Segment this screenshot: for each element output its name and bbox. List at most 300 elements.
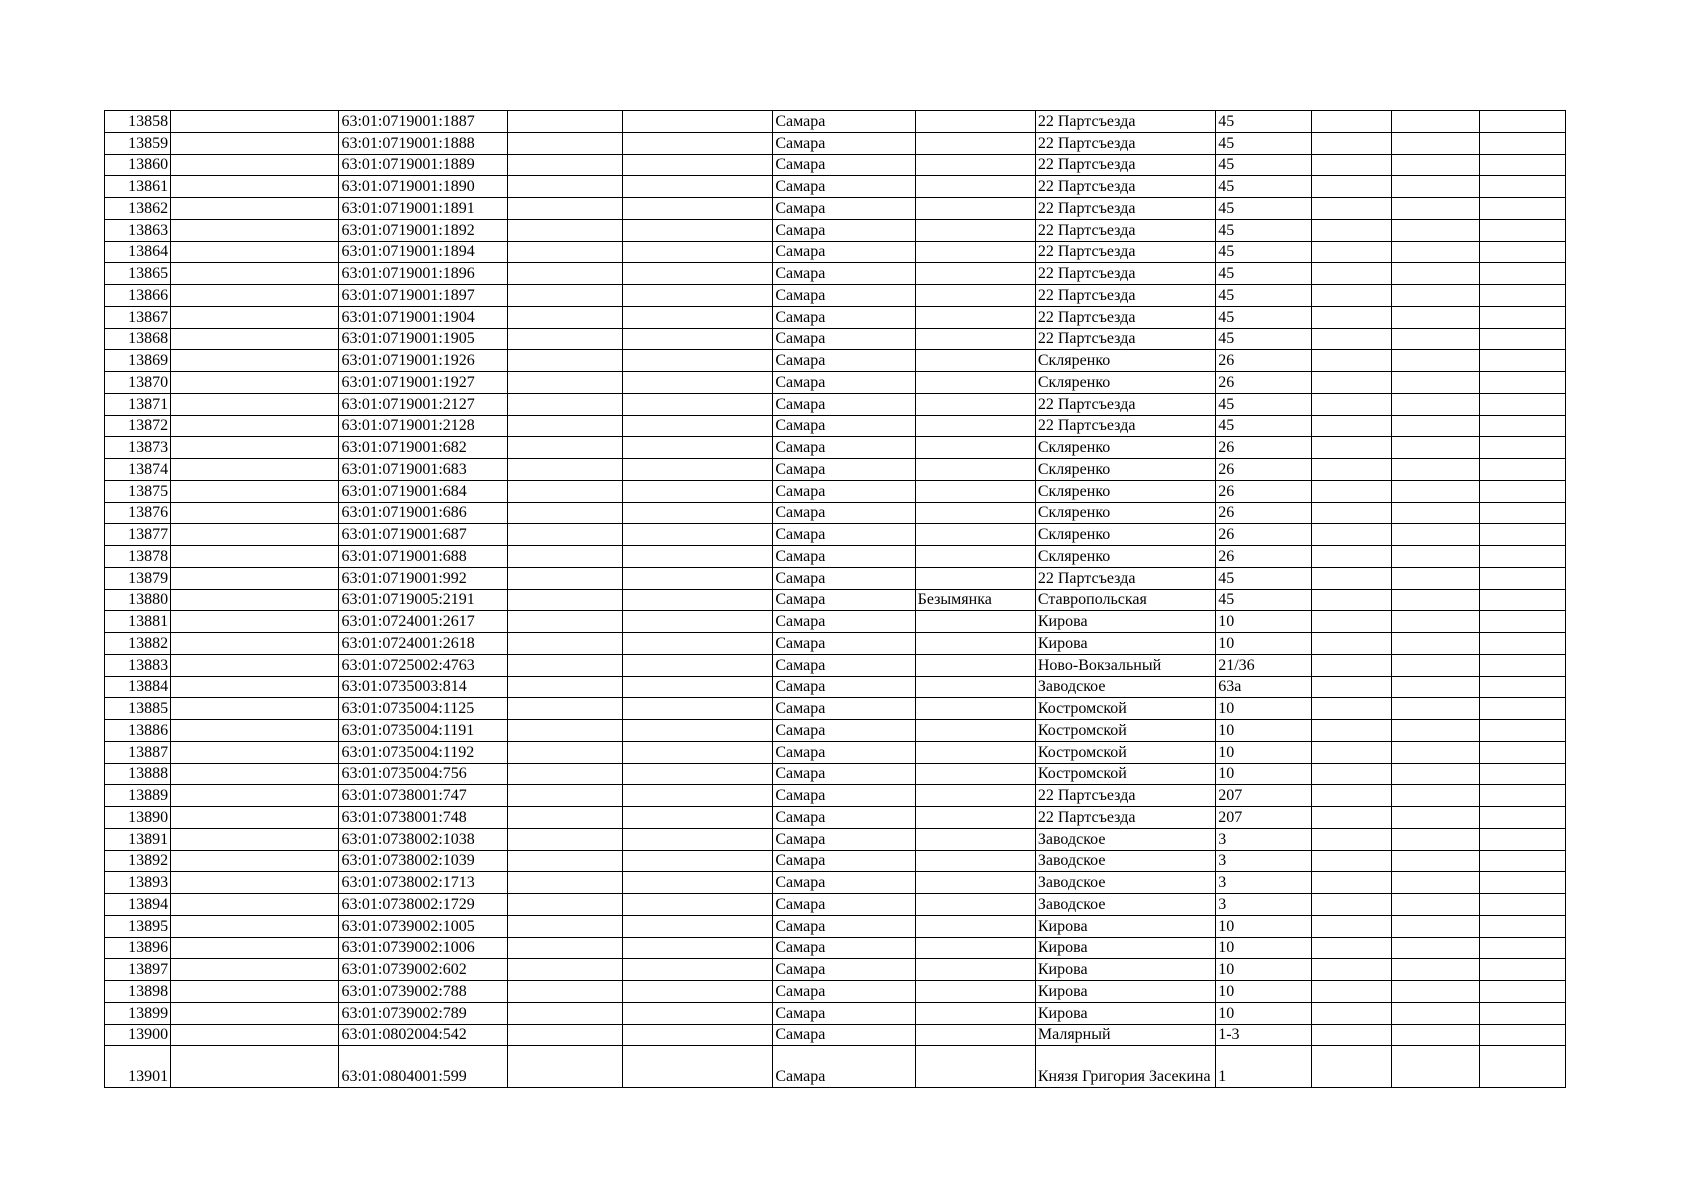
empty-cell [623, 372, 773, 394]
empty-cell [1312, 567, 1391, 589]
register-table [104, 110, 1566, 1088]
house-cell: 10 [1216, 915, 1312, 937]
empty-cell [171, 567, 339, 589]
empty-cell [623, 698, 773, 720]
empty-cell [1479, 741, 1565, 763]
empty-cell [171, 589, 339, 611]
empty-cell [623, 285, 773, 307]
empty-cell [507, 698, 622, 720]
empty-cell [623, 111, 773, 133]
city-cell: Самара [773, 567, 915, 589]
city-cell: Самара [773, 415, 915, 437]
empty-cell [1312, 894, 1391, 916]
empty-cell [1391, 328, 1479, 350]
cadastral-number-cell: 63:01:0724001:2617 [339, 611, 507, 633]
city-cell: Самара [773, 1024, 915, 1046]
empty-cell [1312, 828, 1391, 850]
row-number-cell: 13885 [105, 698, 171, 720]
table-row [105, 937, 1566, 959]
cadastral-number-cell: 63:01:0739002:602 [339, 959, 507, 981]
street-cell: Заводское [1035, 872, 1215, 894]
empty-cell [1479, 285, 1565, 307]
cadastral-number-cell: 63:01:0719001:1889 [339, 154, 507, 176]
empty-cell [1479, 306, 1565, 328]
row-number-cell: 13868 [105, 328, 171, 350]
empty-cell [171, 698, 339, 720]
house-cell: 26 [1216, 480, 1312, 502]
house-cell: 26 [1216, 546, 1312, 568]
street-cell: Скляренко [1035, 524, 1215, 546]
empty-cell [1479, 589, 1565, 611]
house-cell: 45 [1216, 111, 1312, 133]
house-cell: 45 [1216, 306, 1312, 328]
table-body [105, 111, 1566, 1088]
empty-cell [1391, 828, 1479, 850]
street-cell: 22 Партсъезда [1035, 219, 1215, 241]
empty-cell [1312, 763, 1391, 785]
house-cell: 26 [1216, 524, 1312, 546]
empty-cell [1312, 524, 1391, 546]
table-row [105, 894, 1566, 916]
table-row [105, 502, 1566, 524]
empty-cell [623, 850, 773, 872]
district-cell [915, 872, 1035, 894]
empty-cell [623, 176, 773, 198]
row-number-cell: 13881 [105, 611, 171, 633]
empty-cell [1391, 850, 1479, 872]
city-cell: Самара [773, 720, 915, 742]
street-cell: Ставропольская [1035, 589, 1215, 611]
empty-cell [623, 524, 773, 546]
street-cell: 22 Партсъезда [1035, 785, 1215, 807]
empty-cell [1312, 372, 1391, 394]
row-number-cell: 13867 [105, 306, 171, 328]
street-cell: Скляренко [1035, 372, 1215, 394]
empty-cell [1391, 111, 1479, 133]
empty-cell [1391, 502, 1479, 524]
city-cell: Самара [773, 372, 915, 394]
district-cell [915, 698, 1035, 720]
empty-cell [1312, 132, 1391, 154]
table-row [105, 546, 1566, 568]
empty-cell [171, 654, 339, 676]
district-cell [915, 741, 1035, 763]
table-row [105, 198, 1566, 220]
district-cell [915, 828, 1035, 850]
street-cell: Князя Григория Засекина [1035, 1046, 1215, 1088]
city-cell: Самара [773, 393, 915, 415]
row-number-cell: 13865 [105, 263, 171, 285]
empty-cell [623, 328, 773, 350]
row-number-cell: 13882 [105, 633, 171, 655]
empty-cell [1391, 524, 1479, 546]
empty-cell [507, 306, 622, 328]
empty-cell [507, 241, 622, 263]
table-row [105, 328, 1566, 350]
cadastral-number-cell: 63:01:0719001:682 [339, 437, 507, 459]
street-cell: Скляренко [1035, 459, 1215, 481]
empty-cell [623, 611, 773, 633]
city-cell: Самара [773, 198, 915, 220]
empty-cell [1312, 546, 1391, 568]
cadastral-number-cell: 63:01:0739002:788 [339, 981, 507, 1003]
street-cell: Скляренко [1035, 546, 1215, 568]
row-number-cell: 13890 [105, 807, 171, 829]
empty-cell [1479, 567, 1565, 589]
cadastral-number-cell: 63:01:0719001:1892 [339, 219, 507, 241]
empty-cell [1391, 263, 1479, 285]
row-number-cell: 13862 [105, 198, 171, 220]
street-cell: 22 Партсъезда [1035, 415, 1215, 437]
cadastral-number-cell: 63:01:0719001:1887 [339, 111, 507, 133]
table-row [105, 720, 1566, 742]
cadastral-number-cell: 63:01:0725002:4763 [339, 654, 507, 676]
empty-cell [1391, 567, 1479, 589]
street-cell: Кирова [1035, 981, 1215, 1003]
empty-cell [1312, 306, 1391, 328]
empty-cell [1479, 502, 1565, 524]
street-cell: Костромской [1035, 698, 1215, 720]
empty-cell [1391, 654, 1479, 676]
cadastral-number-cell: 63:01:0719005:2191 [339, 589, 507, 611]
empty-cell [1479, 959, 1565, 981]
cadastral-number-cell: 63:01:0719001:687 [339, 524, 507, 546]
empty-cell [623, 437, 773, 459]
cadastral-number-cell: 63:01:0719001:1890 [339, 176, 507, 198]
empty-cell [1391, 459, 1479, 481]
empty-cell [171, 263, 339, 285]
empty-cell [1479, 198, 1565, 220]
cadastral-number-cell: 63:01:0719001:1904 [339, 306, 507, 328]
city-cell: Самара [773, 328, 915, 350]
empty-cell [1479, 263, 1565, 285]
empty-cell [507, 981, 622, 1003]
house-cell: 10 [1216, 741, 1312, 763]
cadastral-number-cell: 63:01:0719001:1888 [339, 132, 507, 154]
empty-cell [1312, 219, 1391, 241]
empty-cell [623, 676, 773, 698]
empty-cell [507, 1046, 622, 1088]
empty-cell [171, 459, 339, 481]
empty-cell [507, 111, 622, 133]
empty-cell [507, 459, 622, 481]
empty-cell [171, 546, 339, 568]
table-row [105, 350, 1566, 372]
empty-cell [507, 633, 622, 655]
row-number-cell: 13869 [105, 350, 171, 372]
city-cell: Самара [773, 154, 915, 176]
empty-cell [171, 828, 339, 850]
empty-cell [507, 937, 622, 959]
row-number-cell: 13859 [105, 132, 171, 154]
street-cell: Ново-Вокзальный [1035, 654, 1215, 676]
empty-cell [623, 154, 773, 176]
district-cell [915, 981, 1035, 1003]
street-cell: 22 Партсъезда [1035, 176, 1215, 198]
district-cell [915, 763, 1035, 785]
empty-cell [171, 502, 339, 524]
empty-cell [171, 850, 339, 872]
empty-cell [623, 633, 773, 655]
empty-cell [1391, 219, 1479, 241]
empty-cell [507, 741, 622, 763]
table-row [105, 480, 1566, 502]
street-cell: 22 Партсъезда [1035, 328, 1215, 350]
street-cell: Заводское [1035, 828, 1215, 850]
cadastral-number-cell: 63:01:0739002:789 [339, 1002, 507, 1024]
city-cell: Самара [773, 654, 915, 676]
house-cell: 10 [1216, 937, 1312, 959]
row-number-cell: 13872 [105, 415, 171, 437]
empty-cell [171, 415, 339, 437]
empty-cell [623, 480, 773, 502]
street-cell: Скляренко [1035, 480, 1215, 502]
empty-cell [507, 393, 622, 415]
empty-cell [171, 219, 339, 241]
empty-cell [1479, 524, 1565, 546]
house-cell: 10 [1216, 959, 1312, 981]
district-cell [915, 372, 1035, 394]
street-cell: Костромской [1035, 741, 1215, 763]
cadastral-number-cell: 63:01:0804001:599 [339, 1046, 507, 1088]
district-cell [915, 850, 1035, 872]
street-cell: 22 Партсъезда [1035, 132, 1215, 154]
empty-cell [1312, 111, 1391, 133]
empty-cell [171, 959, 339, 981]
table-row [105, 132, 1566, 154]
house-cell: 10 [1216, 698, 1312, 720]
table-row [105, 111, 1566, 133]
empty-cell [1391, 132, 1479, 154]
cadastral-number-cell: 63:01:0719001:1894 [339, 241, 507, 263]
empty-cell [507, 154, 622, 176]
cadastral-number-cell: 63:01:0719001:992 [339, 567, 507, 589]
empty-cell [623, 1002, 773, 1024]
house-cell: 45 [1216, 393, 1312, 415]
empty-cell [507, 176, 622, 198]
city-cell: Самара [773, 807, 915, 829]
district-cell [915, 285, 1035, 307]
house-cell: 45 [1216, 154, 1312, 176]
district-cell [915, 676, 1035, 698]
house-cell: 45 [1216, 219, 1312, 241]
empty-cell [623, 872, 773, 894]
city-cell: Самара [773, 176, 915, 198]
table-row [105, 589, 1566, 611]
row-number-cell: 13889 [105, 785, 171, 807]
empty-cell [1479, 763, 1565, 785]
house-cell: 207 [1216, 785, 1312, 807]
table-row [105, 1024, 1566, 1046]
empty-cell [623, 263, 773, 285]
street-cell: Костромской [1035, 720, 1215, 742]
row-number-cell: 13876 [105, 502, 171, 524]
empty-cell [1312, 176, 1391, 198]
empty-cell [623, 915, 773, 937]
house-cell: 45 [1216, 567, 1312, 589]
empty-cell [507, 219, 622, 241]
empty-cell [1312, 676, 1391, 698]
district-cell [915, 350, 1035, 372]
district-cell [915, 502, 1035, 524]
empty-cell [1479, 132, 1565, 154]
row-number-cell: 13887 [105, 741, 171, 763]
row-number-cell: 13888 [105, 763, 171, 785]
district-cell [915, 611, 1035, 633]
house-cell: 207 [1216, 807, 1312, 829]
cadastral-number-cell: 63:01:0802004:542 [339, 1024, 507, 1046]
house-cell: 45 [1216, 589, 1312, 611]
empty-cell [171, 306, 339, 328]
empty-cell [623, 959, 773, 981]
row-number-cell: 13897 [105, 959, 171, 981]
empty-cell [1312, 654, 1391, 676]
cadastral-number-cell: 63:01:0719001:683 [339, 459, 507, 481]
city-cell: Самара [773, 915, 915, 937]
street-cell: Малярный [1035, 1024, 1215, 1046]
row-number-cell: 13871 [105, 393, 171, 415]
empty-cell [1479, 437, 1565, 459]
empty-cell [1479, 785, 1565, 807]
city-cell: Самара [773, 459, 915, 481]
empty-cell [1479, 894, 1565, 916]
empty-cell [171, 1002, 339, 1024]
empty-cell [1479, 1024, 1565, 1046]
empty-cell [507, 850, 622, 872]
city-cell: Самара [773, 937, 915, 959]
empty-cell [1479, 459, 1565, 481]
empty-cell [1479, 981, 1565, 1003]
empty-cell [507, 1024, 622, 1046]
house-cell: 10 [1216, 763, 1312, 785]
empty-cell [171, 676, 339, 698]
house-cell: 3 [1216, 828, 1312, 850]
empty-cell [1391, 937, 1479, 959]
empty-cell [623, 1046, 773, 1088]
district-cell [915, 328, 1035, 350]
empty-cell [623, 132, 773, 154]
cadastral-number-cell: 63:01:0735004:1191 [339, 720, 507, 742]
city-cell: Самара [773, 132, 915, 154]
district-cell [915, 785, 1035, 807]
empty-cell [623, 393, 773, 415]
empty-cell [1312, 154, 1391, 176]
empty-cell [171, 894, 339, 916]
empty-cell [1479, 1002, 1565, 1024]
cadastral-number-cell: 63:01:0719001:686 [339, 502, 507, 524]
city-cell: Самара [773, 524, 915, 546]
table-row [105, 567, 1566, 589]
city-cell: Самара [773, 480, 915, 502]
cadastral-number-cell: 63:01:0739002:1006 [339, 937, 507, 959]
house-cell: 10 [1216, 633, 1312, 655]
row-number-cell: 13878 [105, 546, 171, 568]
empty-cell [1312, 437, 1391, 459]
street-cell: 22 Партсъезда [1035, 393, 1215, 415]
house-cell: 45 [1216, 241, 1312, 263]
table-row [105, 372, 1566, 394]
street-cell: Кирова [1035, 959, 1215, 981]
row-number-cell: 13895 [105, 915, 171, 937]
empty-cell [171, 981, 339, 1003]
city-cell: Самара [773, 219, 915, 241]
empty-cell [1391, 915, 1479, 937]
table-row [105, 1002, 1566, 1024]
city-cell: Самара [773, 981, 915, 1003]
empty-cell [1312, 350, 1391, 372]
empty-cell [171, 741, 339, 763]
empty-cell [171, 198, 339, 220]
house-cell: 45 [1216, 132, 1312, 154]
empty-cell [1312, 502, 1391, 524]
city-cell: Самара [773, 611, 915, 633]
empty-cell [171, 111, 339, 133]
empty-cell [1479, 611, 1565, 633]
empty-cell [507, 524, 622, 546]
cadastral-number-cell: 63:01:0719001:684 [339, 480, 507, 502]
empty-cell [1479, 372, 1565, 394]
empty-cell [1479, 937, 1565, 959]
empty-cell [1312, 589, 1391, 611]
empty-cell [1479, 915, 1565, 937]
empty-cell [1391, 633, 1479, 655]
table-row [105, 1046, 1566, 1088]
empty-cell [1391, 959, 1479, 981]
row-number-cell: 13894 [105, 894, 171, 916]
table-row [105, 959, 1566, 981]
table-row [105, 415, 1566, 437]
table-row [105, 915, 1566, 937]
empty-cell [1312, 480, 1391, 502]
cadastral-number-cell: 63:01:0719001:2128 [339, 415, 507, 437]
row-number-cell: 13861 [105, 176, 171, 198]
row-number-cell: 13870 [105, 372, 171, 394]
table-row [105, 698, 1566, 720]
empty-cell [507, 132, 622, 154]
empty-cell [507, 872, 622, 894]
district-cell [915, 959, 1035, 981]
street-cell: Кирова [1035, 937, 1215, 959]
table-row [105, 285, 1566, 307]
city-cell: Самара [773, 894, 915, 916]
house-cell: 45 [1216, 263, 1312, 285]
empty-cell [1312, 959, 1391, 981]
empty-cell [1391, 720, 1479, 742]
empty-cell [623, 546, 773, 568]
street-cell: 22 Партсъезда [1035, 198, 1215, 220]
city-cell: Самара [773, 546, 915, 568]
empty-cell [507, 502, 622, 524]
house-cell: 10 [1216, 981, 1312, 1003]
empty-cell [1479, 154, 1565, 176]
empty-cell [623, 219, 773, 241]
district-cell [915, 154, 1035, 176]
district-cell [915, 915, 1035, 937]
city-cell: Самара [773, 350, 915, 372]
empty-cell [171, 937, 339, 959]
empty-cell [623, 828, 773, 850]
street-cell: 22 Партсъезда [1035, 241, 1215, 263]
empty-cell [1312, 741, 1391, 763]
district-cell [915, 263, 1035, 285]
city-cell: Самара [773, 741, 915, 763]
city-cell: Самара [773, 850, 915, 872]
house-cell: 3 [1216, 850, 1312, 872]
empty-cell [1391, 198, 1479, 220]
empty-cell [1312, 459, 1391, 481]
house-cell: 3 [1216, 872, 1312, 894]
district-cell [915, 524, 1035, 546]
